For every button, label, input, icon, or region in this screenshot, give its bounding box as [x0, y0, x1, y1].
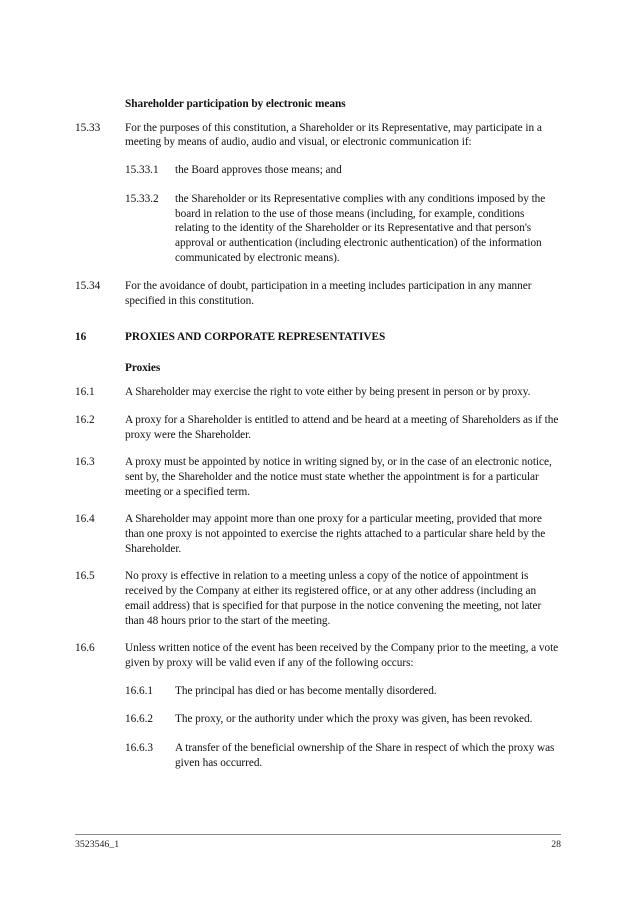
clause-text: For the avoidance of doubt, participation in a meeting includes participation in any manner specified in this constitution.: [125, 280, 532, 308]
clause-text: A Shareholder may appoint more than one proxy for a particular meeting, provided that more than one proxy is not appointed to exercise the rights attached to a particular share held by the Shareholder.: [125, 513, 546, 555]
section-title: PROXIES AND CORPORATE REPRESENTATIVES: [125, 330, 386, 343]
clause-subheading: Shareholder participation by electronic means: [125, 98, 346, 110]
clause-number: 16.4: [75, 513, 95, 526]
clause-text: Unless written notice of the event has been received by the Company prior to the meeting, a vote given by proxy will be valid even if any of the following occurs:: [125, 642, 559, 669]
clause-number: 16.6: [75, 642, 95, 655]
subclause-text: the Shareholder or its Representative complies with any conditions imposed by the board in relation to the use of those means (including, for example, conditions relating to the identity of the Shareholder or its Representative and that person's approval or authentication (including electronic authentication) of the information communicated by electronic means).: [175, 192, 546, 264]
subclause-text: The principal has died or has become mentally disordered.: [175, 684, 437, 697]
clause-text: A proxy for a Shareholder is entitled to attend and be heard at a meeting of Shareholders as if the proxy were the Shareholder.: [125, 413, 559, 441]
subclause-number: 15.33.2: [125, 192, 159, 205]
subclause: [125, 741, 561, 770]
section-number: 16: [75, 330, 87, 343]
clause-number: 16.1: [75, 386, 95, 399]
clause-number: 15.33: [75, 121, 101, 134]
clause-number: 16.5: [75, 570, 95, 583]
subclause: [125, 192, 561, 266]
clause-number: 15.34: [75, 280, 101, 293]
clause: [75, 413, 561, 442]
clause: [75, 455, 561, 499]
clause-text: For the purposes of this constitution, a Shareholder or its Representative, may participate in a meeting by means of audio, audio and visual, or electronic communication if:: [125, 121, 542, 149]
page-footer: [75, 834, 561, 850]
subclause: [125, 712, 561, 727]
clause: [75, 121, 561, 150]
document-id: 3523546_1: [75, 839, 120, 850]
clause: [75, 641, 561, 670]
clause-number: 16.3: [75, 456, 95, 469]
clause-text: A proxy must be appointed by notice in writing signed by, or in the case of an electronic notice, sent by, the Shareholder and the notice must state whether the appointment is for a particular meeting or a specified term.: [125, 456, 552, 498]
clause: [75, 569, 561, 628]
subclause: [125, 163, 561, 178]
subclause-number: 16.6.3: [125, 742, 153, 755]
page-content: [75, 97, 561, 785]
subclause: [125, 684, 561, 699]
subclause-number: 16.6.2: [125, 713, 153, 726]
clause-subheading: Proxies: [125, 362, 161, 375]
clause-text: No proxy is effective in relation to a meeting unless a copy of the notice of appointment is received by the Company at either its registered office, or at any other address (including an email address) that is specified for that purpose in the notice convening the meeting, not later than 48 hours prior to the start of the meeting.: [125, 570, 542, 627]
subclause-text: The proxy, or the authority under which the proxy was given, has been revoked.: [175, 713, 533, 726]
subclause-number: 16.6.1: [125, 684, 153, 697]
page-number: 28: [551, 839, 561, 850]
subclause-text: A transfer of the beneficial ownership of the Share in respect of which the proxy was given has occurred.: [175, 742, 555, 769]
clause-number: 16.2: [75, 413, 95, 426]
clause-text: A Shareholder may exercise the right to vote either by being present in person or by proxy.: [125, 386, 531, 399]
clause: [75, 512, 561, 556]
section-heading: [75, 330, 561, 345]
clause: [75, 279, 561, 308]
clause: [75, 385, 561, 400]
subclause-number: 15.33.1: [125, 164, 159, 177]
subclause-text: the Board approves those means; and: [175, 164, 342, 177]
